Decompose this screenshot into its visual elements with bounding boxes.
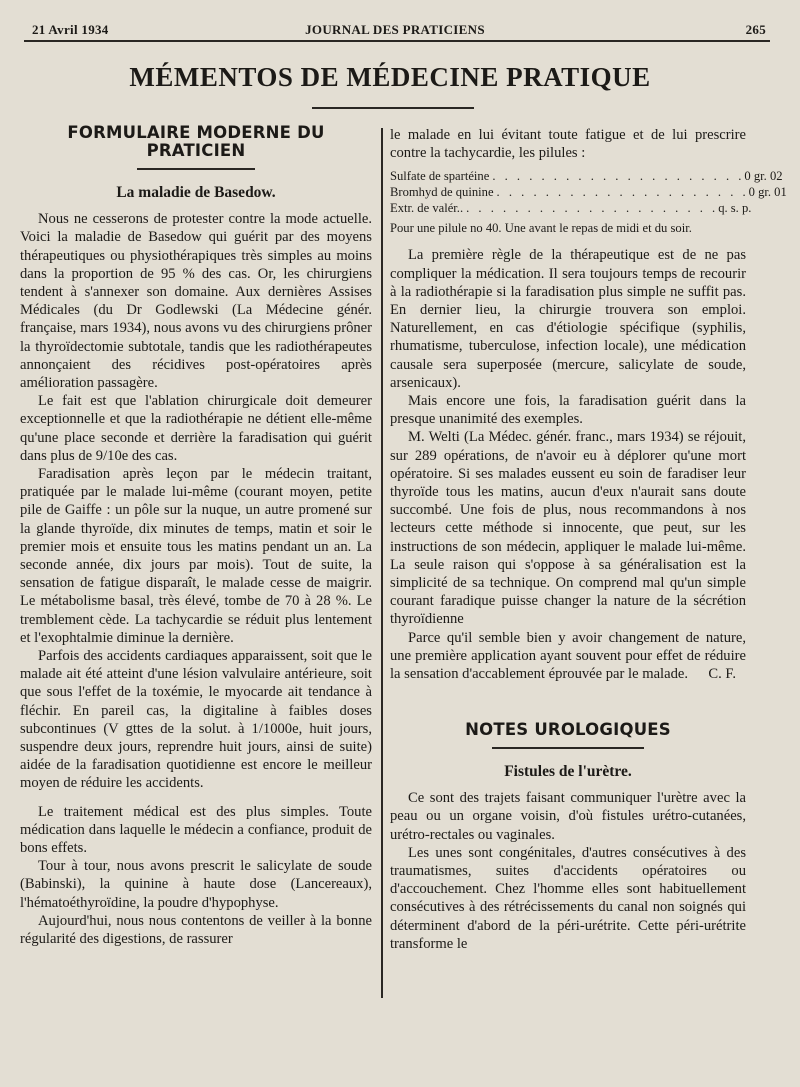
prescription-item [390, 168, 783, 184]
paragraph: Les unes sont congénitales, d'autres consécutives à des traumatismes, suites d'accidents opératoires ou d'accouchement. Chez l'homme elles sont habituellement consécutives à des rétrécissements du canal non soignés qui déterminent d'abord de la péri-urétrite. Cette péri-urétrite transforme le [390, 844, 746, 952]
header-rule [24, 40, 770, 42]
right-column [390, 126, 787, 953]
paragraph: Mais encore une fois, la faradisation guérit dans la presque unanimité des exemples. [390, 393, 746, 428]
paragraph: Ce sont des trajets faisant communiquer l'urètre avec la peau ou un organe voisin, d'où fistules urétro-cutanées, urétro-rectales ou vaginales. [390, 790, 746, 843]
section-title-urologiques: NOTES UROLOGIQUES [465, 720, 671, 740]
prescription-item-name: Bromhyd de quinine [390, 185, 494, 200]
paragraph: La première règle de la thérapeutique est de ne pas compliquer la médication. Il sera toujours temps de recourir à la radiothérapie si la faradisation plus simple ne suffit pas. En dernier lieu, la chirurgie trouvera son emploi. Naturellement, en cas d'étiologie spécifique (syphilis, rhumatisme, tuberculose, infection locale), une médication causale sera superposée (mercure, salicylate de soude, arsenicaux). [390, 247, 746, 391]
section-rule [137, 168, 255, 170]
paragraph: M. Welti (La Médec. génér. franc., mars 1934) se réjouit, sur 289 opérations, de n'avoir eu à déplorer qu'une mort opératoire. Si ses malades eussent eu soin de faradiser leur thyroïde tous les matins, aucun d'eux n'aurait sans doute succombé. Une fois de plus, nous recommandons à nos lecteurs cette méthode si innocente, que peut, sur les instructions de son médecin, appliquer le malade lui-même. La seule raison qui s'oppose à sa généralisation est la simplicité de sa technique. On comprend mal qu'un simple courant faradique puisse changer la nature de la sécrétion thyroïdienne [390, 429, 746, 628]
header-date: 21 Avril 1934 [32, 22, 109, 37]
dot-leader: . . . . . . . . . . . . . . . . . . . . . [466, 201, 719, 216]
prescription-item [390, 184, 787, 200]
paragraph: Parfois des accidents cardiaques apparaissent, soit que le malade ait été atteint d'une lésion valvulaire antérieure, soit que sous l'effet de la toxémie, le myocarde ait tendance à fléchir. En pareil cas, la digitaline à faibles doses subcontinues (V gttes de la solut. à 1/1000e, huit jours, suspendre deux jours, reprendre huit jours, ainsi de suite) aidée de la faradisation quotidienne est encore le meilleur moyen de réduire les accidents. [20, 647, 372, 792]
section-title-formulaire: FORMULAIRE MODERNE DU PRATICIEN [67, 123, 325, 161]
prescription-item-name: Sulfate de spartéine [390, 169, 490, 184]
dot-leader: . . . . . . . . . . . . . . . . . . . . . [496, 185, 749, 200]
prescription-item-name: Extr. de valér.. [390, 201, 464, 216]
prescription-item [390, 200, 752, 216]
paragraph: Le fait est que l'ablation chirurgicale doit demeurer exceptionnelle et que la radiothérapie ne détient elle-même qu'une place seconde et derrière la faradisation qui guérit dans plus de 9/10e des cas. [20, 393, 372, 464]
paragraph: Aujourd'hui, nous nous contentons de veiller à la bonne régularité des digestions, de rassurer [20, 912, 372, 948]
section-rule [492, 747, 644, 749]
header-journal-name: JOURNAL DES PRATICIENS [305, 22, 485, 37]
left-column [20, 124, 372, 948]
paragraph-text: Parce qu'il semble bien y avoir changement de nature, une première application ayant souvent pour effet de réduire la sensation d'accablement éprouvée par le malade. [390, 629, 746, 683]
paragraph [390, 629, 746, 684]
dot-leader: . . . . . . . . . . . . . . . . . . . . . [492, 169, 745, 184]
article-title-basedow: La maladie de Basedow. [116, 183, 276, 201]
prescription-note: Pour une pilule no 40. Une avant le repas de midi et du soir. [390, 221, 692, 236]
paragraph: Faradisation après leçon par le médecin traitant, pratiquée par le malade lui-même (courant moyen, petite pile de Gaiffe : un pôle sur la nuque, un autre promené sur la glande thyroïde, dix minutes de temps, matin et soir le premier mois et ensuite tous les matins pendant un an. La seconde année, dix jours par mois). Tout de suite, la sensation de fatigue disparaît, le malade cesse de maigrir. Le métabolisme basal, très élevé, tombe de 70 à 28 %. Le tremblement cède. La tachycardie se réduit plus lentement et l'exophtalmie diminue la dernière. [20, 465, 372, 646]
paragraph: Nous ne cesserons de protester contre la mode actuelle. Voici la maladie de Basedow qui guérit par des moyens thérapeutiques ou physiothérapiques très simples au moins dans la proportion de 95 % des cas. Or, les chirurgiens tendent à s'annexer son domaine. Aux dernières Assises Médicales (du Dr Godlewski (La Médecine génér. française, mars 1934), nous avons vu des chirurgiens prôner la thyroïdectomie subtotale, tandis que les radiothérapeutes annonçaient des récidives post-opératoires après amélioration passagère. [20, 211, 372, 391]
paragraph: Le traitement médical est des plus simples. Toute médication dans laquelle le médecin a confiance, produit de bons effets. [20, 803, 372, 857]
column-divider [381, 128, 383, 998]
prescription-item-dose: 0 gr. 01 [748, 185, 787, 200]
header-page-number: 265 [745, 22, 766, 37]
title-rule [312, 107, 474, 109]
signature: C. F. [708, 666, 736, 683]
prescription-block [390, 168, 787, 236]
prescription-item-dose: q. s. p. [718, 201, 752, 216]
main-title: MÉMENTOS DE MÉDECINE PRATIQUE [129, 62, 651, 92]
running-header [24, 22, 766, 38]
paragraph: Tour à tour, nous avons prescrit le salicylate de soude (Babinski), la quinine à haute dose (Lancereaux), l'hématoéthyroïdine, la poudre d'hypophyse. [20, 858, 372, 911]
paragraph-continued: le malade en lui évitant toute fatigue et de lui prescrire contre la tachycardie, les pilules : [390, 127, 746, 162]
prescription-item-dose: 0 gr. 02 [744, 169, 783, 184]
article-title-fistules: Fistules de l'urètre. [504, 762, 632, 780]
